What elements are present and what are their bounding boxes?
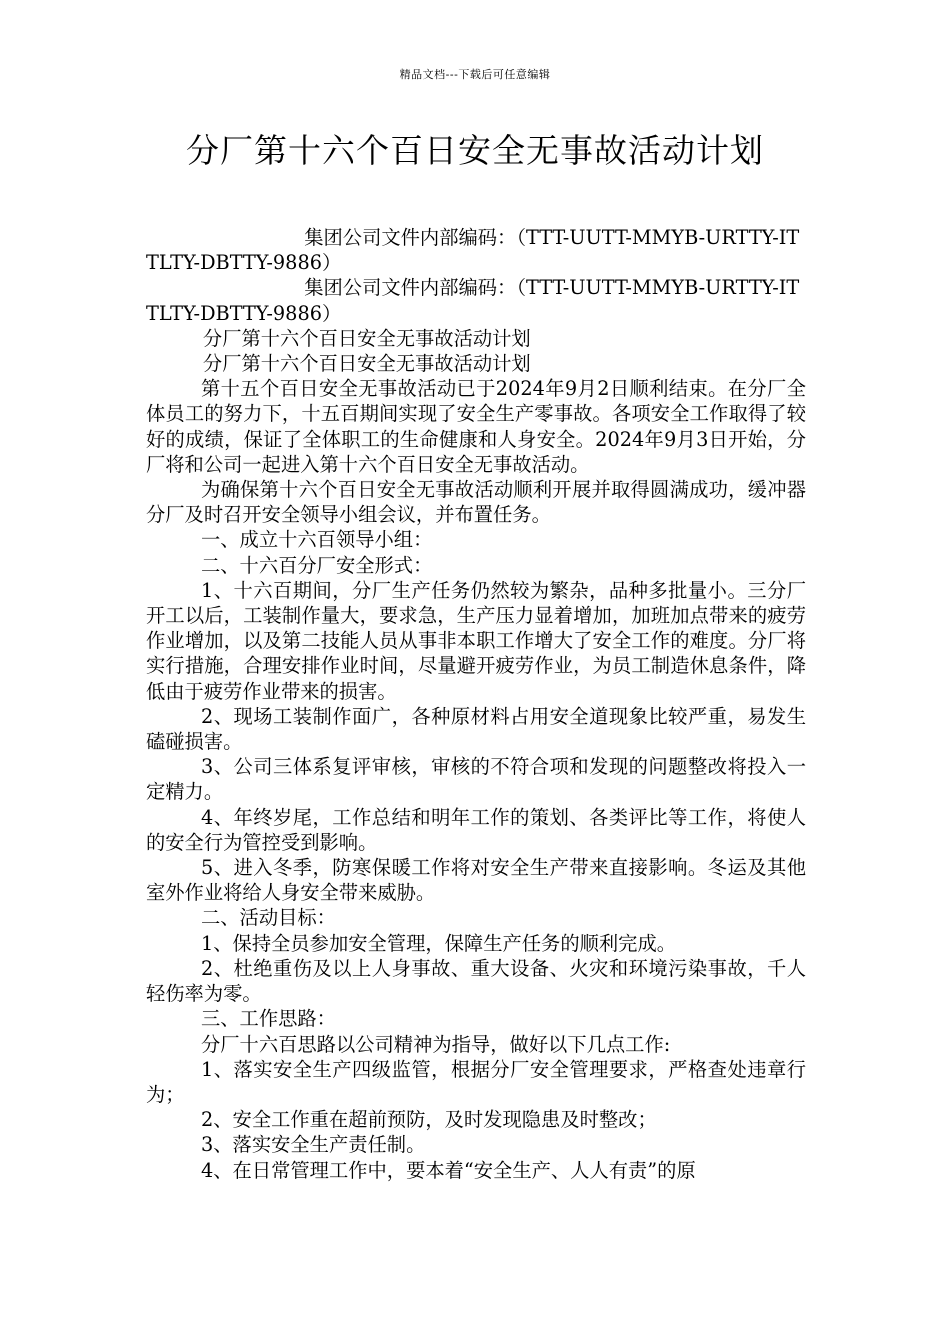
body-paragraph: 2、杜绝重伤及以上人身事故、重大设备、火灾和环境污染事故，千人轻伤率为零。 xyxy=(146,956,806,1006)
body-paragraph: 3、公司三体系复评审核，审核的不符合项和发现的问题整改将投入一定精力。 xyxy=(146,755,806,804)
section-heading: 三、工作思路： xyxy=(201,1007,336,1031)
body-paragraph: 1、落实安全生产四级监管，根据分厂安全管理要求，严格查处违章行为； xyxy=(146,1057,806,1106)
body-paragraph: 第十五个百日安全无事故活动已于2024年9月2日顺利结束。在分厂全体员工的努力下，十五百期间实现了安全生产零事故。各项安全工作取得了较好的成绩，保证了全体职工的生命健康和人身安全。2024年9月3日开始，分厂将和公司一起进入第十六个百日安全无事故活动。 xyxy=(146,377,806,476)
subtitle-line: 分厂第十六个百日安全无事故活动计划 xyxy=(202,326,531,350)
section-heading: 二、活动目标： xyxy=(201,906,336,930)
body-paragraph: 1、十六百期间，分厂生产任务仍然较为繁杂，品种多批量小。三分厂开工以后，工装制作量大，要求急，生产压力显着增加，加班加点带来的疲劳作业增加，以及第二技能人员从事非本职工作增大了安全工作的难度。分厂将实行措施，合理安排作业时间，尽量避开疲劳作业，为员工制造休息条件，降低由于疲劳作业带来的损害。 xyxy=(146,578,806,703)
body-paragraph: 1、保持全员参加安全管理，保障生产任务的顺利完成。 xyxy=(201,931,677,955)
body-paragraph: 2、安全工作重在超前预防，及时发现隐患及时整改； xyxy=(201,1108,657,1132)
body-paragraph: 2、现场工装制作面广，各种原材料占用安全道现象比较严重，易发生磕碰损害。 xyxy=(146,704,806,754)
document-title: 分厂第十六个百日安全无事故活动计划 xyxy=(186,131,764,170)
body-paragraph: 4、在日常管理工作中，要本着“安全生产、人人有责”的原 xyxy=(201,1158,696,1182)
body-paragraph: 为确保第十六个百日安全无事故活动顺利开展并取得圆满成功，缓冲器分厂及时召开安全领导小组会议，并布置任务。 xyxy=(146,478,806,527)
internal-code-line: 集团公司文件内部编码：（TTT-UUTT-MMYB-URTTY-ITTLTY-DBTTY-9886） xyxy=(146,276,800,325)
document-body xyxy=(146,225,806,1183)
header-note: 精品文档---下载后可任意编辑 xyxy=(399,68,551,81)
body-paragraph: 5、进入冬季，防寒保暖工作将对安全生产带来直接影响。冬运及其他室外作业将给人身安全带来威胁。 xyxy=(146,856,806,905)
section-heading: 二、十六百分厂安全形式： xyxy=(201,553,433,577)
subtitle-line: 分厂第十六个百日安全无事故活动计划 xyxy=(202,352,531,376)
section-heading: 一、成立十六百领导小组： xyxy=(201,528,433,552)
body-paragraph: 4、年终岁尾，工作总结和明年工作的策划、各类评比等工作，将使人的安全行为管控受到影响。 xyxy=(146,805,806,854)
internal-code-line: 集团公司文件内部编码：（TTT-UUTT-MMYB-URTTY-ITTLTY-DBTTY-9886） xyxy=(146,226,800,275)
body-paragraph: 分厂十六百思路以公司精神为指导，做好以下几点工作: xyxy=(201,1032,671,1056)
body-paragraph: 3、落实安全生产责任制。 xyxy=(201,1133,426,1157)
